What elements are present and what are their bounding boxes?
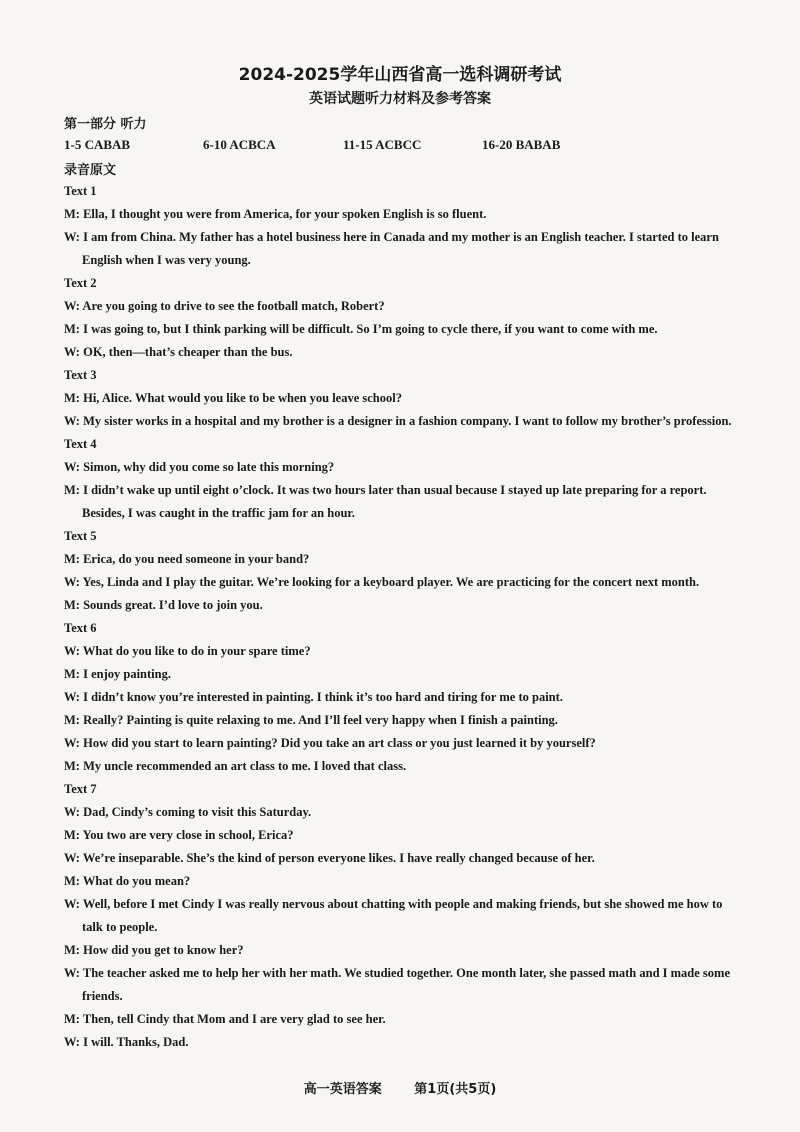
- speaker-label: M:: [64, 322, 80, 336]
- dialogue-line: [64, 226, 744, 272]
- speaker-label: W:: [64, 897, 80, 911]
- transcript-heading: 录音原文: [64, 163, 117, 178]
- utterance: How did you get to know her?: [83, 943, 244, 957]
- dialogue-line: [64, 893, 744, 939]
- text-heading: Text 7: [64, 782, 97, 796]
- transcript: [64, 180, 744, 1054]
- page-title: 2024-2025学年山西省高一选科调研考试: [238, 65, 562, 85]
- utterance: My sister works in a hospital and my brother is a designer in a fashion company. I want to follow my brother’s profession.: [83, 414, 732, 428]
- speaker-label: M:: [64, 1012, 80, 1026]
- dialogue-line: [64, 203, 744, 226]
- footer-page-number: 第1页(共5页): [414, 1082, 497, 1097]
- speaker-label: W:: [64, 805, 80, 819]
- speaker-label: W:: [64, 736, 80, 750]
- speaker-label: M:: [64, 552, 80, 566]
- utterance: The teacher asked me to help her with her math. We studied together. One month later, she passed math and I made some friends.: [82, 966, 731, 1003]
- utterance: Ella, I thought you were from America, for your spoken English is so fluent.: [83, 207, 487, 221]
- dialogue-line: [64, 686, 744, 709]
- dialogue-line: [64, 732, 744, 755]
- dialogue-line: [64, 962, 744, 1008]
- speaker-label: W:: [64, 966, 80, 980]
- dialogue-line: [64, 548, 744, 571]
- dialogue-line: [64, 939, 744, 962]
- utterance: Hi, Alice. What would you like to be when you leave school?: [83, 391, 402, 405]
- answer-group: 11-15 ACBCC: [343, 137, 422, 152]
- speaker-label: W:: [64, 644, 80, 658]
- dialogue-line: [64, 410, 744, 433]
- speaker-label: M:: [64, 874, 80, 888]
- text-heading: Text 5: [64, 529, 97, 543]
- utterance: My uncle recommended an art class to me. I loved that class.: [83, 759, 407, 773]
- utterance: I was going to, but I think parking will be difficult. So I’m going to cycle there, if you want to come with me.: [83, 322, 658, 336]
- speaker-label: M:: [64, 483, 80, 497]
- dialogue-line: [64, 456, 744, 479]
- text-heading: Text 3: [64, 368, 97, 382]
- speaker-label: W:: [64, 851, 80, 865]
- footer-subject: 高一英语答案: [303, 1082, 382, 1097]
- speaker-label: M:: [64, 207, 80, 221]
- utterance: OK, then—that’s cheaper than the bus.: [83, 345, 293, 359]
- utterance: I didn’t wake up until eight o’clock. It was two hours later than usual because I stayed up late preparing for a report. Besides, I was caught in the traffic jam for an hour.: [82, 483, 707, 520]
- dialogue-line: [64, 640, 744, 663]
- speaker-label: M:: [64, 759, 80, 773]
- section-heading: 第一部分 听力: [64, 117, 147, 132]
- dialogue-line: [64, 755, 744, 778]
- utterance: How did you start to learn painting? Did you take an art class or you just learned it by yourself?: [83, 736, 596, 750]
- utterance: I didn’t know you’re interested in painting. I think it’s too hard and tiring for me to paint.: [83, 690, 563, 704]
- dialogue-line: [64, 847, 744, 870]
- speaker-label: W:: [64, 575, 80, 589]
- utterance: What do you like to do in your spare time?: [82, 644, 311, 658]
- dialogue-line: [64, 709, 744, 732]
- utterance: You two are very close in school, Erica?: [82, 828, 294, 842]
- utterance: I will. Thanks, Dad.: [83, 1035, 189, 1049]
- speaker-label: W:: [64, 690, 80, 704]
- utterance: What do you mean?: [82, 874, 191, 888]
- text-heading: Text 1: [64, 184, 97, 198]
- utterance: Are you going to drive to see the football match, Robert?: [82, 299, 385, 313]
- dialogue-line: [64, 594, 744, 617]
- utterance: Yes, Linda and I play the guitar. We’re looking for a keyboard player. We are practicing for the concert next month.: [82, 575, 700, 589]
- utterance: Simon, why did you come so late this morning?: [83, 460, 335, 474]
- speaker-label: M:: [64, 598, 80, 612]
- speaker-label: W:: [64, 414, 80, 428]
- speaker-label: W:: [64, 299, 80, 313]
- utterance: I am from China. My father has a hotel business here in Canada and my mother is an English teacher. I started to learn English when I was very young.: [82, 230, 719, 267]
- utterance: Well, before I met Cindy I was really nervous about chatting with people and making friends, but she showed me how to talk to people.: [82, 897, 723, 934]
- dialogue-line: [64, 571, 744, 594]
- utterance: Really? Painting is quite relaxing to me. And I’ll feel very happy when I finish a painting.: [83, 713, 558, 727]
- answer-group: 6-10 ACBCA: [203, 137, 276, 152]
- dialogue-line: [64, 824, 744, 847]
- speaker-label: W:: [64, 230, 80, 244]
- utterance: Then, tell Cindy that Mom and I are very glad to see her.: [82, 1012, 386, 1026]
- text-heading: Text 6: [64, 621, 97, 635]
- text-heading: Text 4: [64, 437, 97, 451]
- utterance: Erica, do you need someone in your band?: [83, 552, 310, 566]
- utterance: Sounds great. I’d love to join you.: [83, 598, 263, 612]
- answer-group: 1-5 CABAB: [64, 137, 131, 152]
- page-footer: [0, 1078, 800, 1097]
- speaker-label: W:: [64, 1035, 80, 1049]
- text-heading: Text 2: [64, 276, 97, 290]
- dialogue-line: [64, 318, 744, 341]
- utterance: I enjoy painting.: [83, 667, 171, 681]
- answer-group: 16-20 BABAB: [482, 137, 561, 152]
- dialogue-line: [64, 387, 744, 410]
- speaker-label: M:: [64, 667, 80, 681]
- dialogue-line: [64, 1008, 744, 1031]
- dialogue-line: [64, 341, 744, 364]
- utterance: Dad, Cindy’s coming to visit this Saturday.: [83, 805, 312, 819]
- utterance: We’re inseparable. She’s the kind of person everyone likes. I have really changed because of her.: [82, 851, 595, 865]
- speaker-label: W:: [64, 460, 80, 474]
- dialogue-line: [64, 479, 744, 525]
- speaker-label: M:: [64, 828, 80, 842]
- dialogue-line: [64, 801, 744, 824]
- dialogue-line: [64, 1031, 744, 1054]
- dialogue-line: [64, 870, 744, 893]
- speaker-label: M:: [64, 713, 80, 727]
- speaker-label: W:: [64, 345, 80, 359]
- dialogue-line: [64, 295, 744, 318]
- speaker-label: M:: [64, 943, 80, 957]
- page-subtitle: 英语试题听力材料及参考答案: [309, 91, 491, 107]
- dialogue-line: [64, 663, 744, 686]
- speaker-label: M:: [64, 391, 80, 405]
